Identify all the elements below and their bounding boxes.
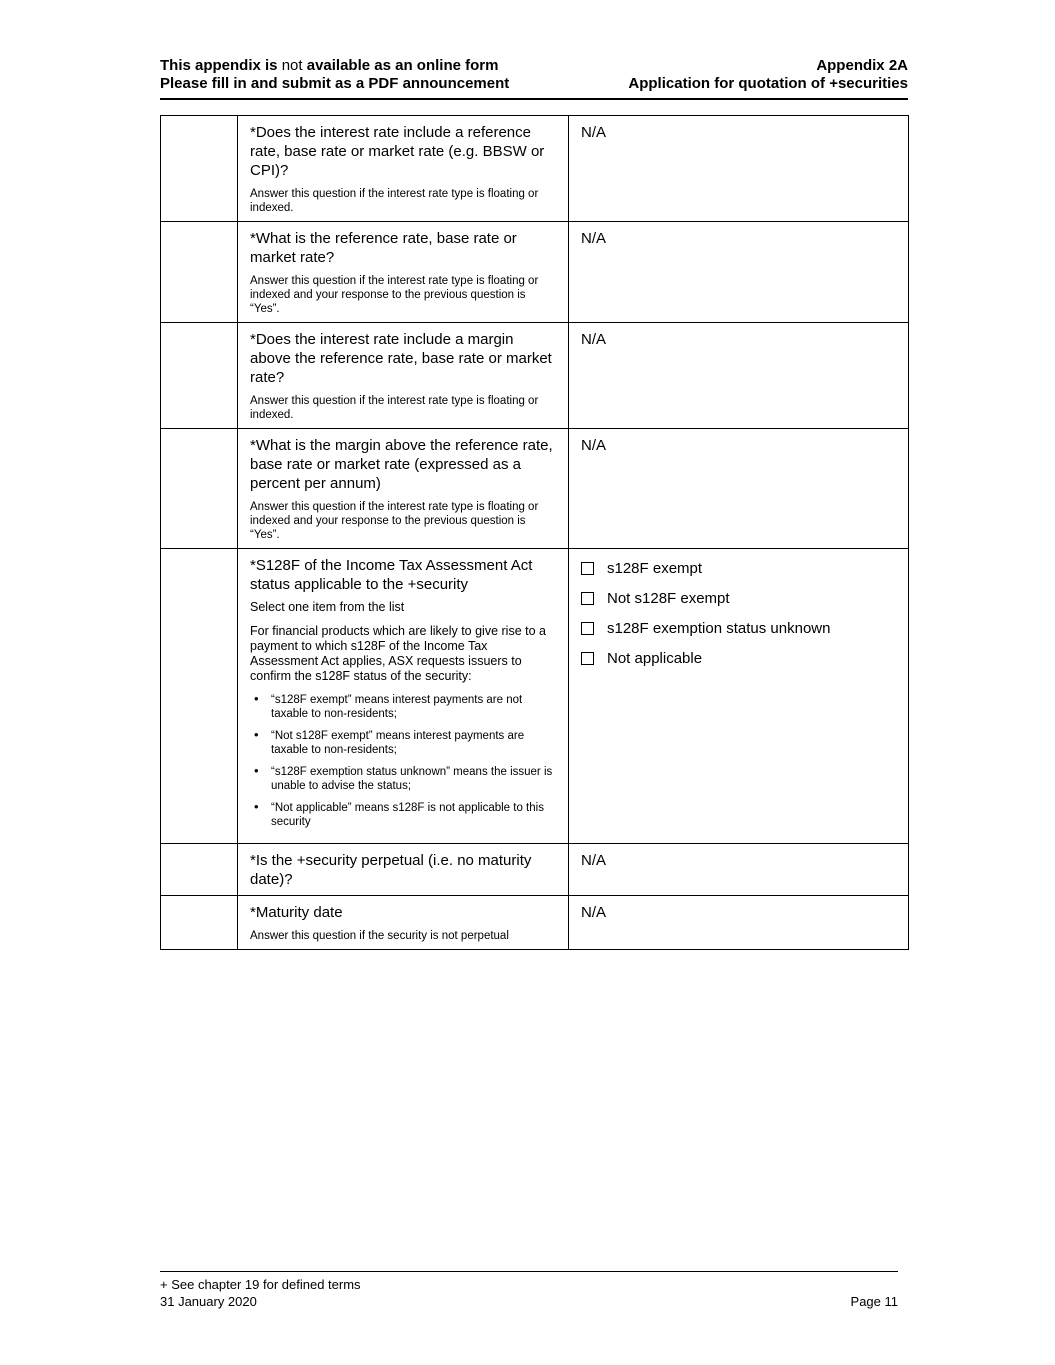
bullet-icon: • bbox=[254, 691, 259, 706]
definition-text: “Not s128F exempt” means interest payments are taxable to non-residents; bbox=[271, 730, 525, 756]
bullet-icon: • bbox=[254, 727, 259, 742]
table-row bbox=[161, 429, 909, 549]
checkbox-label: Not s128F exempt bbox=[607, 590, 730, 607]
question-text: *S128F of the Income Tax Assessment Act status applicable to the +security bbox=[250, 557, 533, 593]
row-number-cell bbox=[161, 896, 238, 950]
bullet-icon: • bbox=[254, 799, 259, 814]
select-hint: Select one item from the list bbox=[250, 600, 405, 614]
question-cell bbox=[238, 844, 569, 896]
question-text: *Does the interest rate include a reference rate, base rate or market rate (e.g. BBSW or CPI)? bbox=[250, 124, 545, 179]
answer-cell bbox=[569, 222, 909, 323]
question-text: *Is the +security perpetual (i.e. no maturity date)? bbox=[250, 852, 532, 888]
row-number-cell bbox=[161, 844, 238, 896]
header-text: This appendix is bbox=[160, 57, 282, 74]
header-left-line1 bbox=[160, 57, 509, 75]
checkbox-option-not-applicable[interactable] bbox=[581, 649, 898, 668]
checkbox-option-s128f-exempt[interactable] bbox=[581, 559, 898, 578]
table-row bbox=[161, 844, 909, 896]
question-note: Answer this question if the interest rate type is floating or indexed and your response to the previous question is “Yes”. bbox=[250, 501, 539, 541]
question-text: *Maturity date bbox=[250, 904, 343, 921]
definition-text: “s128F exemption status unknown” means the issuer is unable to advise the status; bbox=[271, 766, 553, 792]
question-cell bbox=[238, 323, 569, 429]
question-text: *Does the interest rate include a margin above the reference rate, base rate or market rate? bbox=[250, 331, 552, 386]
table-row bbox=[161, 222, 909, 323]
definition-item bbox=[250, 693, 558, 721]
table-row bbox=[161, 116, 909, 222]
header-left-line2: Please fill in and submit as a PDF announcement bbox=[160, 75, 510, 92]
bullet-icon: • bbox=[254, 763, 259, 778]
answer-cell bbox=[569, 549, 909, 844]
question-cell bbox=[238, 116, 569, 222]
page-header bbox=[160, 57, 908, 100]
checkbox-option-not-s128f-exempt[interactable] bbox=[581, 589, 898, 608]
answer-text: N/A bbox=[581, 124, 607, 141]
question-note: Answer this question if the interest rate type is floating or indexed and your response to the previous question is “Yes”. bbox=[250, 275, 539, 315]
question-text: *What is the margin above the reference rate, base rate or market rate (expressed as a percent per annum) bbox=[250, 437, 553, 492]
row-number-cell bbox=[161, 549, 238, 844]
footer-date: 31 January 2020 bbox=[160, 1294, 257, 1309]
answer-cell bbox=[569, 323, 909, 429]
checkbox-label: s128F exemption status unknown bbox=[607, 620, 831, 637]
checkbox-icon[interactable] bbox=[581, 562, 594, 575]
checkbox-label: s128F exempt bbox=[607, 560, 703, 577]
question-cell bbox=[238, 896, 569, 950]
question-cell bbox=[238, 429, 569, 549]
answer-text: N/A bbox=[581, 437, 607, 454]
answer-text: N/A bbox=[581, 230, 607, 247]
header-text-not: not bbox=[281, 57, 303, 74]
answer-text: N/A bbox=[581, 852, 607, 869]
definition-list bbox=[250, 693, 558, 829]
question-cell bbox=[238, 222, 569, 323]
header-right bbox=[628, 57, 908, 93]
row-number-cell bbox=[161, 116, 238, 222]
checkbox-option-s128f-status-unknown[interactable] bbox=[581, 619, 898, 638]
definition-text: “Not applicable” means s128F is not applicable to this security bbox=[271, 802, 544, 828]
question-text: *What is the reference rate, base rate or market rate? bbox=[250, 230, 517, 266]
definition-item bbox=[250, 801, 558, 829]
answer-cell bbox=[569, 896, 909, 950]
header-left bbox=[160, 57, 509, 93]
checkbox-icon[interactable] bbox=[581, 652, 594, 665]
answer-cell bbox=[569, 116, 909, 222]
checkbox-icon[interactable] bbox=[581, 592, 594, 605]
answer-text: N/A bbox=[581, 904, 607, 921]
footer-page-number: Page 11 bbox=[850, 1294, 898, 1309]
definition-item bbox=[250, 729, 558, 757]
footer-defined-terms: + See chapter 19 for defined terms bbox=[160, 1277, 361, 1292]
table-row bbox=[161, 896, 909, 950]
table-row bbox=[161, 323, 909, 429]
checkbox-label: Not applicable bbox=[607, 650, 703, 667]
question-note: Answer this question if the security is not perpetual bbox=[250, 930, 509, 942]
header-text: available as an online form bbox=[302, 57, 499, 74]
answer-cell bbox=[569, 429, 909, 549]
row-number-cell bbox=[161, 222, 238, 323]
table-row bbox=[161, 549, 909, 844]
question-description: For financial products which are likely to give rise to a payment to which s128F of the Income Tax Assessment Act applies, ASX requests issuers to confirm the s128F status of the security: bbox=[250, 624, 546, 683]
appendix-subtitle: Application for quotation of +securities bbox=[628, 75, 908, 92]
checkbox-icon[interactable] bbox=[581, 622, 594, 635]
question-cell bbox=[238, 549, 569, 844]
row-number-cell bbox=[161, 429, 238, 549]
question-note: Answer this question if the interest rate type is floating or indexed. bbox=[250, 395, 539, 421]
row-number-cell bbox=[161, 323, 238, 429]
answer-text: N/A bbox=[581, 331, 607, 348]
definition-text: “s128F exempt” means interest payments are not taxable to non-residents; bbox=[271, 694, 523, 720]
form-table bbox=[160, 115, 909, 950]
question-note: Answer this question if the interest rate type is floating or indexed. bbox=[250, 188, 539, 214]
appendix-title: Appendix 2A bbox=[816, 57, 908, 74]
answer-cell bbox=[569, 844, 909, 896]
definition-item bbox=[250, 765, 558, 793]
page-footer bbox=[160, 1271, 898, 1310]
